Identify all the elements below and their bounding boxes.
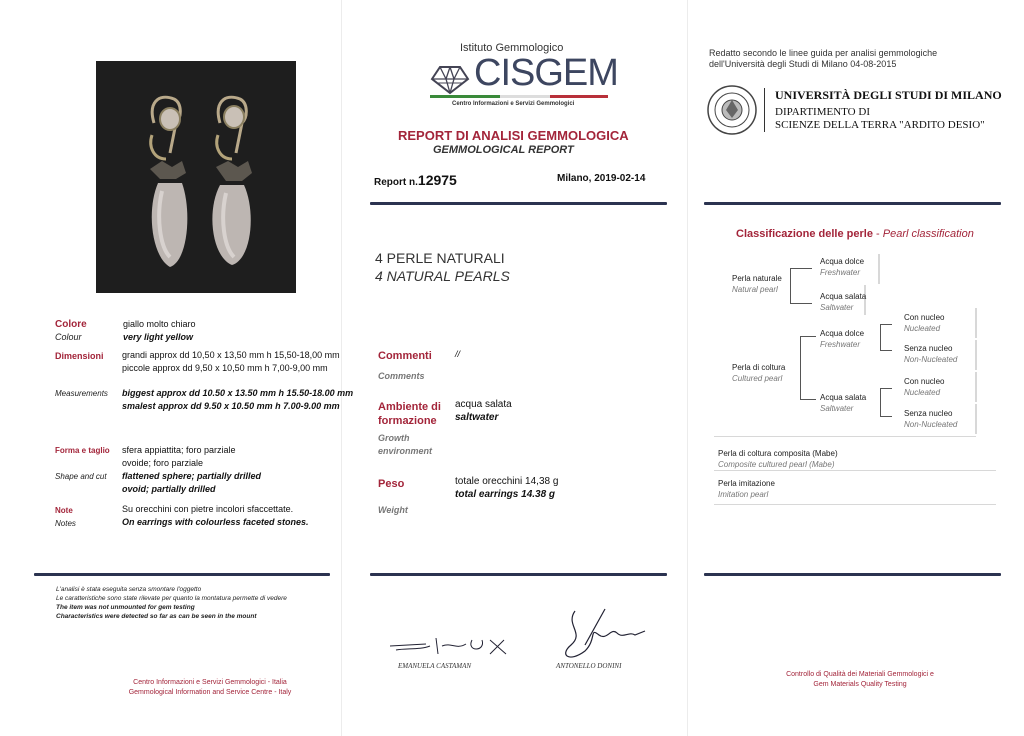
natural-pearl-en: Natural pearl [732,285,778,294]
tree-shade-3 [975,308,977,338]
colour-value-en: very light yellow [123,332,194,342]
university-divider [764,88,765,132]
tree-shade-1 [878,254,880,284]
cultured-saltwater-en: Saltwater [820,404,854,413]
mabe-pearl-it: Perla di coltura composita (Mabe) [718,449,838,458]
tree-shade-5 [975,372,977,402]
fresh-nucleated [904,312,944,334]
tree-line-fresh-nuc-b [880,350,892,351]
main-heading-en: 4 NATURAL PEARLS [375,268,510,284]
cultured-freshwater-it: Acqua dolce [820,329,865,338]
report-title-en: GEMMOLOGICAL REPORT [433,144,574,156]
footnote-1: L'analisi è stata eseguita senza smontare l'oggetto [56,586,202,593]
notes-label-en: Notes [55,519,76,528]
cultured-pearl [732,362,785,384]
salt-nucleated-en: Nucleated [904,388,941,397]
footnotes [56,585,287,621]
natural-saltwater [820,291,866,313]
salt-non-nucleated-it: Senza nucleo [904,409,953,418]
measurements-label: Measurements [55,389,108,398]
main-heading: 4 PERLE NATURALI [375,250,505,266]
left-divider [34,573,330,576]
department [775,106,985,132]
fresh-non-nucleated-en: Non-Nucleated [904,355,958,364]
notes-value-en: On earrings with colourless faceted stones. [122,517,309,527]
institute-name: Istituto Gemmologico [460,42,564,54]
report-date: Milano, 2019-02-14 [557,173,646,184]
fresh-non-nucleated [904,343,957,365]
middle-divider-bottom [370,573,667,576]
shape-line-1: sfera appiattita; foro parziale [122,445,236,455]
salt-nucleated-it: Con nucleo [904,377,945,386]
report-label: Report [374,177,407,188]
cultured-saltwater [820,392,866,414]
measurements-values [122,387,353,413]
natural-pearl-it: Perla naturale [732,274,782,283]
cultured-saltwater-it: Acqua salata [820,393,867,402]
tree-line-salt-nuc-b [880,416,892,417]
tree-line-natural [790,268,791,304]
tree-shade-base [714,436,976,437]
classification-title-it: Classificazione delle perle [736,228,873,240]
tree-shade-4 [975,340,977,370]
tree-shade-imitation [714,504,996,505]
flag-green [430,95,500,98]
shape-label: Forma e taglio [55,446,110,455]
report-number: 12975 [417,172,457,188]
left-footer-line-1: Centro Informazioni e Servizi Gemmologici - Italia [133,679,287,686]
shape-line-3: flattened sphere; partially drilled [122,471,262,481]
environment-label-1: Ambiente di [378,401,441,413]
colour-label: Colore [55,319,87,330]
comments-label-en: Comments [378,371,425,381]
tree-line-salt-nuc [880,388,881,416]
tree-line-natural-salt [790,303,812,304]
natural-saltwater-it: Acqua salata [820,292,867,301]
imitation-pearl [718,478,775,500]
right-footer-line-2: Gem Materials Quality Testing [813,681,907,688]
environment-label [378,400,441,428]
right-footer-line-1: Controllo di Qualità dei Materiali Gemmologici e [786,671,934,678]
signer-2-name: ANTONELLO DONINI [556,662,622,670]
fresh-nucleated-en: Nucleated [904,324,941,333]
shape-line-2: ovoide; foro parziale [122,458,204,468]
classification-title-en: Pearl classification [882,228,974,240]
comments-label: Commenti [378,350,432,362]
tree-line-salt-nuc-a [880,388,892,389]
fresh-nucleated-it: Con nucleo [904,313,945,322]
fresh-non-nucleated-it: Senza nucleo [904,344,953,353]
weight-value: totale orecchini 14,38 g [455,476,559,487]
weight-label-en: Weight [378,505,408,515]
right-footer [760,670,960,690]
environment-label-en-2: environment [378,446,433,456]
measurements-line-2: smalest approx dd 9.50 x 10.50 mm h 7.00-9.00 mm [122,401,340,411]
tree-line-natural-fresh [790,268,812,269]
salt-nucleated [904,376,944,398]
dimensions-line-1: grandi approx dd 10,50 x 13,50 mm h 15,50-18,00 mm [122,350,340,360]
natural-pearl [732,273,782,295]
mabe-pearl-en: Composite cultured pearl (Mabe) [718,460,835,469]
department-line-1: DIPARTIMENTO DI [775,106,870,118]
weight-value-en: total earrings 14.38 g [455,489,556,500]
page-fold-right [687,0,688,736]
dimensions-values [122,349,340,375]
environment-value: acqua salata [455,399,512,410]
colour-label-en: Colour [55,332,82,342]
report-n: n. [409,177,418,188]
report-title: REPORT DI ANALISI GEMMOLOGICA [398,128,629,143]
shape-line-4: ovoid; partially drilled [122,484,216,494]
middle-divider-top [370,202,667,205]
environment-value-en: saltwater [455,412,499,423]
cultured-freshwater [820,328,864,350]
tree-line-fresh-nuc-a [880,324,892,325]
left-footer-line-2: Gemmological Information and Service Centre - Italy [128,689,292,696]
brand-subtitle: Centro Informazioni e Servizi Gemmologici [452,101,575,107]
environment-label-en [378,432,432,458]
salt-non-nucleated-en: Non-Nucleated [904,420,958,429]
natural-freshwater [820,256,864,278]
signature-1 [386,628,516,664]
cisgem-logo-icon [428,57,472,97]
tree-line-cultured [800,336,801,400]
footnote-2: Le caratteristiche sono state rilevate per quanto la montatura permette di vedere [56,595,287,602]
cultured-freshwater-en: Freshwater [820,340,861,349]
natural-freshwater-it: Acqua dolce [820,257,865,266]
weight-label: Peso [378,478,405,490]
shape-values [122,444,261,496]
cultured-pearl-en: Cultured pearl [732,374,783,383]
right-divider-top [704,202,1001,205]
guideline-line-1: Redatto secondo le linee guida per analisi gemmologiche [709,48,938,58]
mabe-pearl [718,448,838,470]
imitation-pearl-it: Perla imitazione [718,479,775,488]
colour-value: giallo molto chiaro [123,319,196,329]
department-line-2: SCIENZE DELLA TERRA "ARDITO DESIO" [775,119,985,131]
left-footer [90,678,330,698]
dimensions-line-2: piccole approx dd 9,50 x 10,50 mm h 7,00-9,00 mm [122,363,328,373]
signer-1-name: EMANUELA CASTAMAN [398,662,472,670]
cultured-pearl-it: Perla di coltura [732,363,786,372]
brand-name: CISGEM [474,52,618,94]
right-divider-bottom [704,573,1001,576]
university-seal-icon [706,84,758,136]
shape-label-en: Shape and cut [55,472,107,481]
signature-2 [545,605,655,669]
notes-value: Su orecchini con pietre incolori sfaccettate. [122,504,294,514]
tree-line-cultured-fresh [800,336,816,337]
footnote-3: The item was not unmounted for gem testing [56,604,195,611]
measurements-line-1: biggest approx dd 10.50 x 13.50 mm h 15.50-18.00 mm [122,388,354,398]
imitation-pearl-en: Imitation pearl [718,490,769,499]
earrings-photo [96,61,296,293]
dimensions-label: Dimensioni [55,351,104,361]
comments-value: // [455,349,461,359]
environment-label-2: formazione [378,415,437,427]
natural-freshwater-en: Freshwater [820,268,861,277]
guideline-text [709,48,937,70]
page-fold-left [341,0,342,736]
guideline-line-2: dell'Università degli Studi di Milano 04-08-2015 [709,59,897,69]
environment-label-en-1: Growth [378,433,410,443]
tree-line-cultured-salt [800,399,816,400]
flag-red [550,95,608,98]
tree-line-fresh-nuc [880,324,881,350]
report-number-line [374,172,457,188]
natural-saltwater-en: Saltwater [820,303,854,312]
flag-white [500,95,550,98]
tree-shade-mabe [714,470,996,471]
classification-title: Classificazione delle perle - Pearl classification [736,228,974,240]
notes-label: Note [55,506,73,515]
footnote-4: Characteristics were detected so far as can be seen in the mount [56,613,257,620]
university-name: UNIVERSITÀ DEGLI STUDI DI MILANO [775,88,1002,102]
salt-non-nucleated [904,408,957,430]
tree-shade-6 [975,404,977,434]
